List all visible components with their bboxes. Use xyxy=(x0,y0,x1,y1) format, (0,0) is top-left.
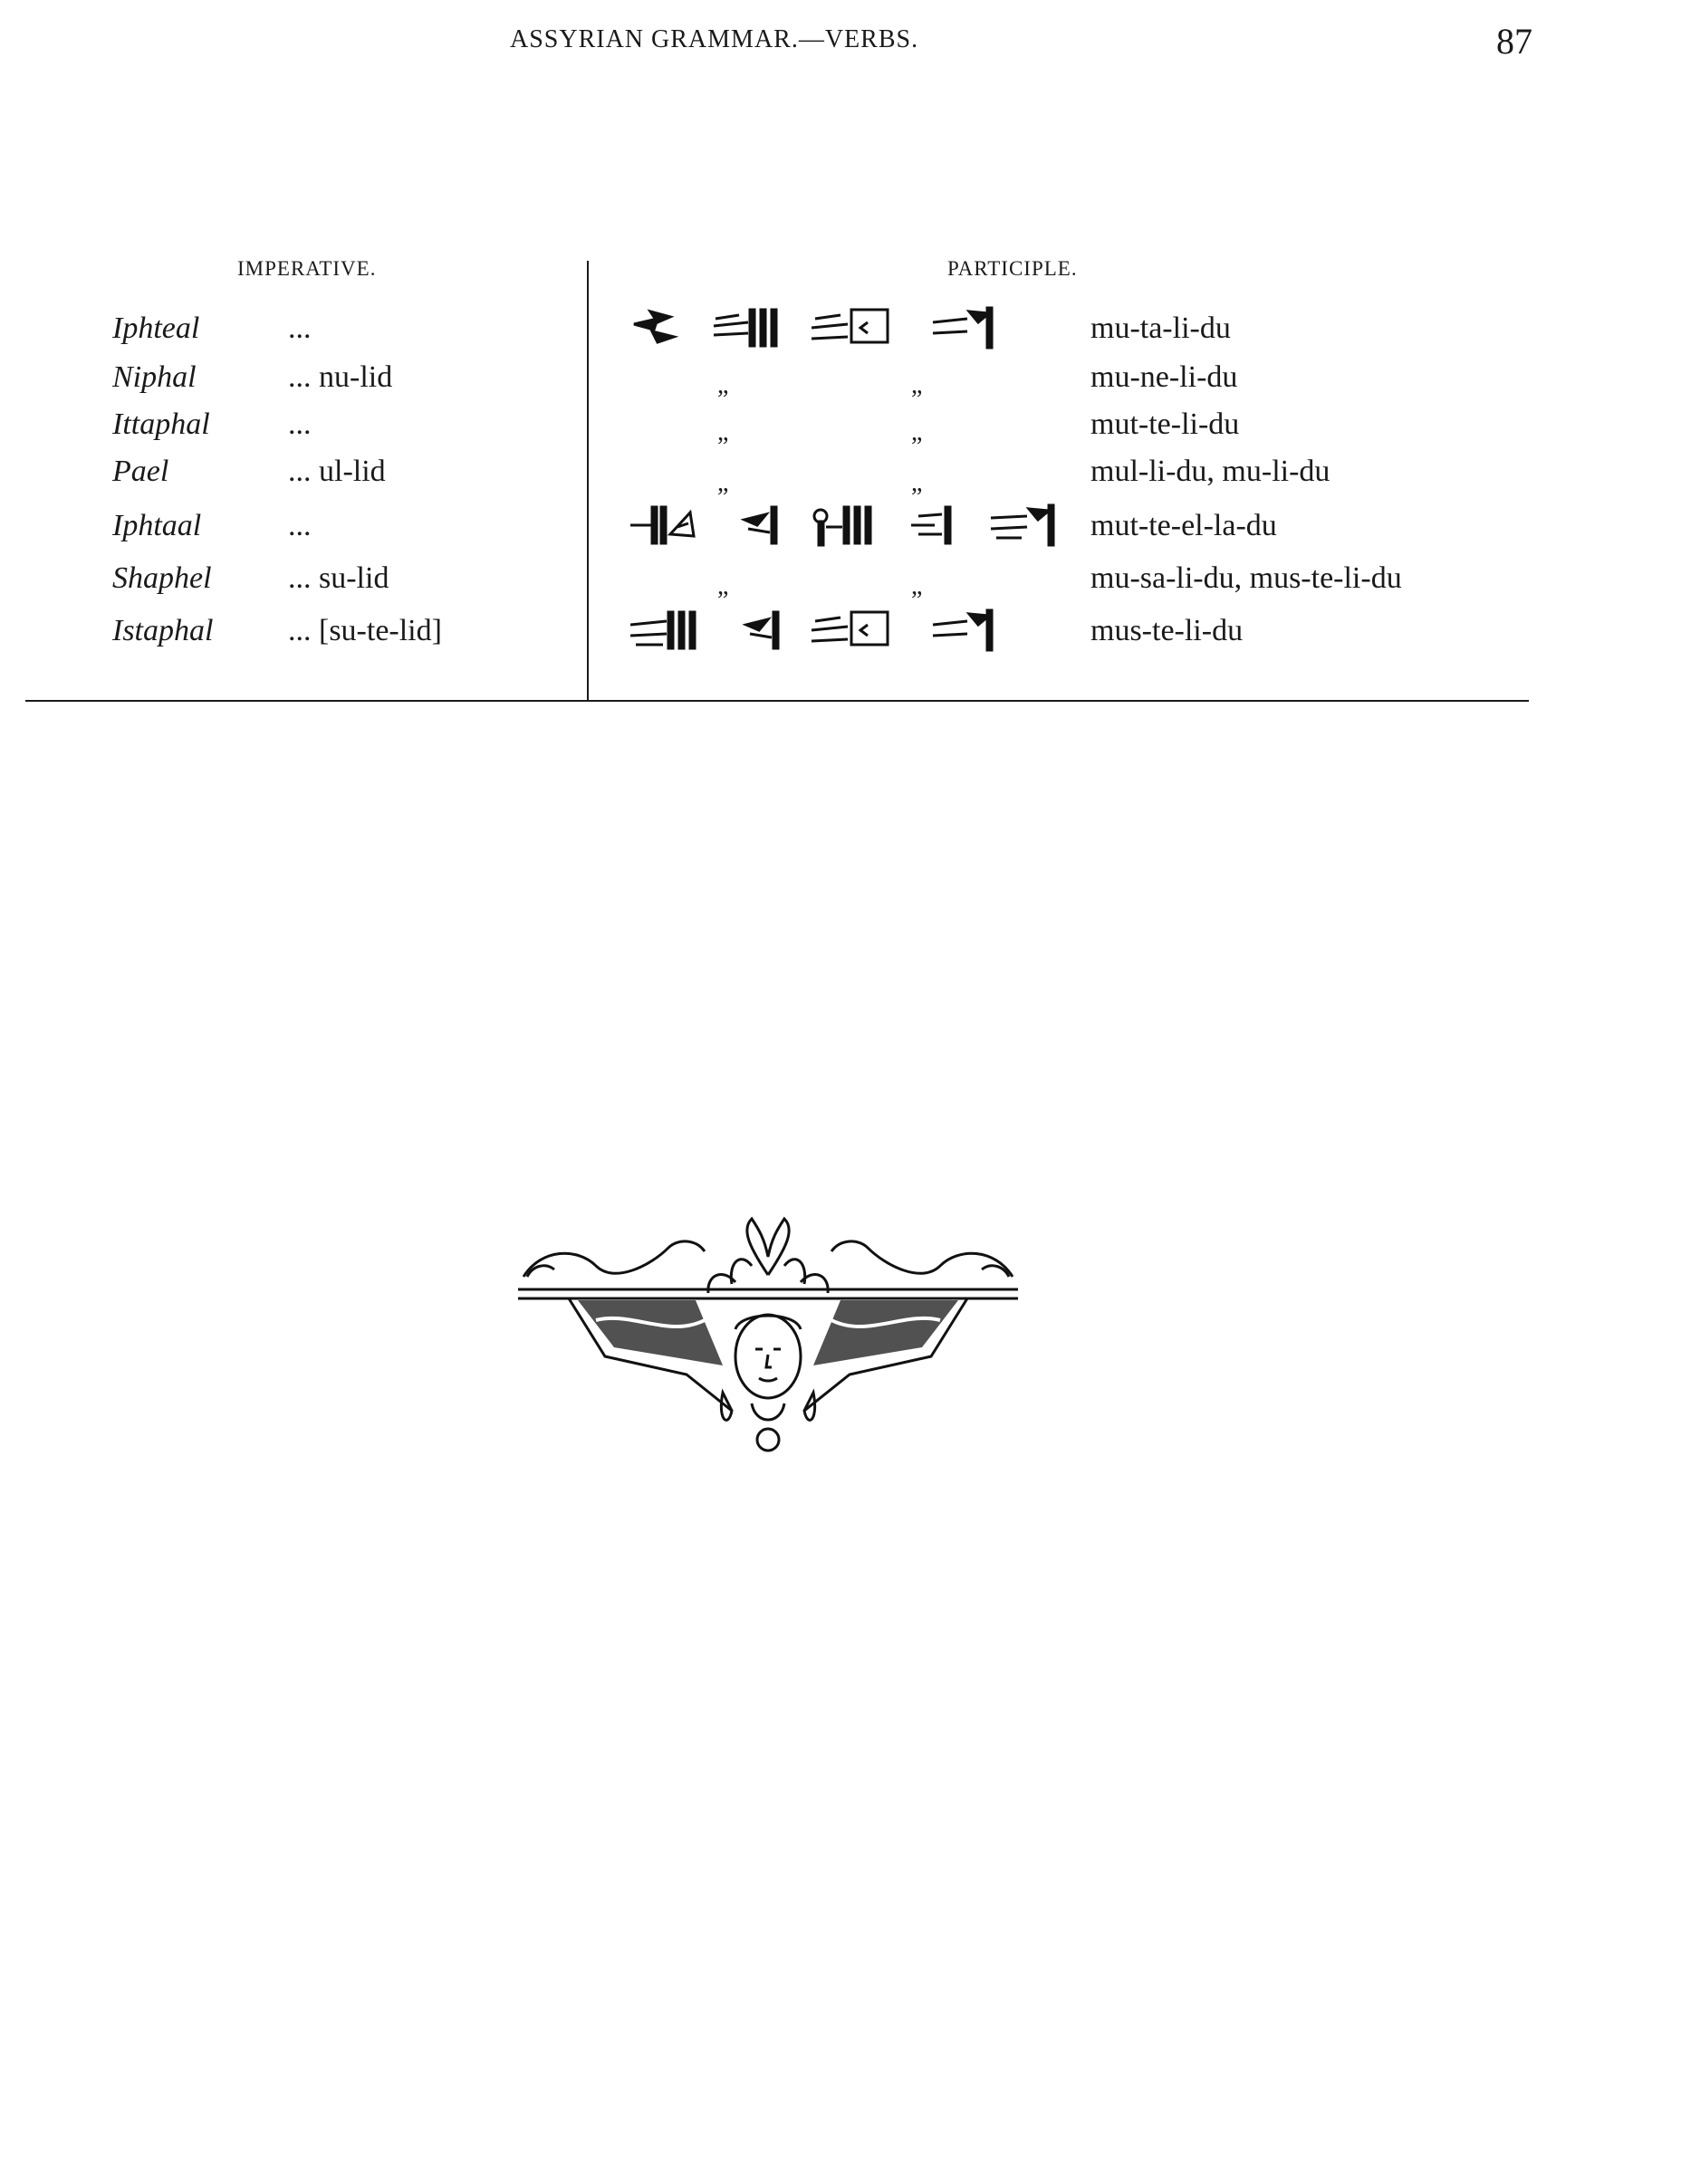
imperative-value: ... nu-lid xyxy=(288,360,393,394)
imperative-column-heading: IMPERATIVE. xyxy=(237,257,377,280)
table-row xyxy=(0,509,1681,552)
cuneiform-signs-icon xyxy=(630,302,1029,353)
verb-form: Iphteal xyxy=(112,311,200,345)
table-row xyxy=(0,455,1681,498)
participle-transliteration: mu-ne-li-du xyxy=(1090,360,1238,394)
page-number: 87 xyxy=(1496,21,1532,62)
verb-form: Istaphal xyxy=(112,614,214,647)
table-bottom-rule xyxy=(25,700,1529,702)
running-head: ASSYRIAN GRAMMAR.—VERBS. xyxy=(510,25,919,53)
verb-form: Iphtaal xyxy=(112,509,202,542)
verb-form: Niphal xyxy=(112,360,197,394)
imperative-value: ... ul-lid xyxy=(288,455,386,488)
cuneiform-signs-icon xyxy=(630,500,1074,551)
participle-transliteration: mut-te-li-du xyxy=(1090,407,1240,441)
ditto-mark: „ xyxy=(717,371,729,399)
ditto-mark: „ xyxy=(717,418,729,446)
participle-transliteration: mus-te-li-du xyxy=(1090,614,1244,647)
ditto-mark: „ xyxy=(911,418,923,446)
verb-form: Shaphel xyxy=(112,561,212,595)
table-row xyxy=(0,407,1681,451)
imperative-value: ... xyxy=(288,311,312,345)
ditto-mark: „ xyxy=(717,469,729,497)
table-row xyxy=(0,561,1681,605)
participle-column-heading: PARTICIPLE. xyxy=(947,257,1078,280)
ditto-mark: „ xyxy=(911,469,923,497)
verb-form: Pael xyxy=(112,455,169,488)
table-row xyxy=(0,311,1681,355)
ditto-mark: „ xyxy=(911,371,923,399)
imperative-value: ... su-lid xyxy=(288,561,389,595)
imperative-value: ... [su-te-lid] xyxy=(288,614,442,647)
participle-transliteration: mut-te-el-la-du xyxy=(1090,509,1277,542)
participle-transliteration: mu-ta-li-du xyxy=(1090,311,1231,345)
table-row xyxy=(0,614,1681,657)
imperative-value: ... xyxy=(288,407,312,441)
imperative-value: ... xyxy=(288,509,312,542)
participle-transliteration: mul-li-du, mu-li-du xyxy=(1090,455,1330,488)
ditto-mark: „ xyxy=(911,572,923,600)
table-row xyxy=(0,360,1681,404)
verb-form: Ittaphal xyxy=(112,407,210,441)
cuneiform-signs-icon xyxy=(630,605,1029,656)
ditto-mark: „ xyxy=(717,572,729,600)
participle-transliteration: mu-sa-li-du, mus-te-li-du xyxy=(1090,561,1402,595)
tailpiece-ornament-icon xyxy=(514,1212,1022,1465)
